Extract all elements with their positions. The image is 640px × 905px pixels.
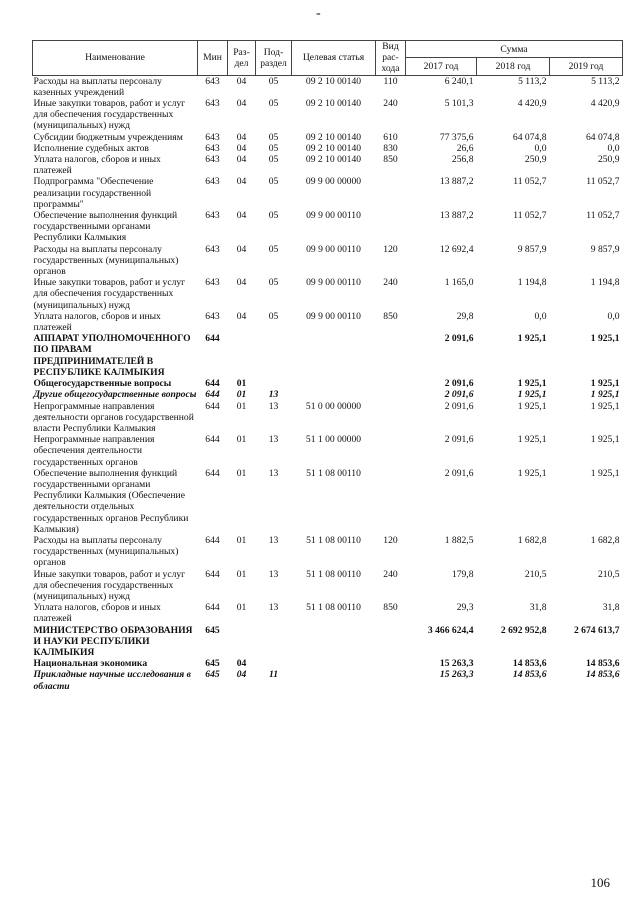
cell-sum-2017: 1 882,5 <box>444 534 474 546</box>
cell-sum-2019: 250,9 <box>597 154 620 166</box>
cell-expense-type <box>376 658 406 669</box>
cell-sum-2018: 1 925,1 <box>517 333 547 345</box>
cell-sum-2018: 210,5 <box>524 568 547 580</box>
budget-table-container <box>32 40 622 692</box>
cell-sum-2019: 64 074,8 <box>585 131 620 143</box>
cell-ministry: 644 <box>205 434 220 446</box>
cell-target-article: 09 2 10 00140 <box>305 142 362 154</box>
cell-target-article <box>292 669 376 691</box>
cell-sum-2017: 29,3 <box>456 602 474 614</box>
table-row <box>33 154 623 176</box>
cell-target-article: 51 0 00 00000 <box>305 400 362 412</box>
cell-expense-type: 120 <box>383 534 398 546</box>
cell-sum-2017: 2 091,6 <box>444 389 474 401</box>
cell-razdel: 04 <box>236 98 247 110</box>
cell-sum-2018: 1 194,8 <box>517 277 547 289</box>
cell-sum-2017: 2 091,6 <box>444 400 474 412</box>
cell-ministry: 645 <box>205 624 220 636</box>
cell-name: Непрограммные направления деятельности органов государственной власти Республики Калмыкия <box>33 400 194 434</box>
cell-razdel: 01 <box>236 400 247 412</box>
cell-podrazdel: 05 <box>268 277 279 289</box>
page-number: 106 <box>590 875 610 890</box>
cell-sum-2019: 1 925,1 <box>590 378 620 390</box>
cell-podrazdel: 13 <box>268 434 279 446</box>
cell-name: Прикладные научные исследования в области <box>33 669 191 692</box>
cell-target-article <box>292 658 376 669</box>
table-row <box>33 210 623 244</box>
cell-expense-type <box>376 210 406 244</box>
cell-sum-2019: 1 925,1 <box>590 400 620 412</box>
cell-sum-2017: 179,8 <box>451 568 474 580</box>
cell-sum-2017: 256,8 <box>451 154 474 166</box>
cell-sum-2018: 9 857,9 <box>517 243 547 255</box>
cell-podrazdel: 05 <box>268 98 279 110</box>
cell-expense-type <box>376 333 406 378</box>
cell-name: Исполнение судебных актов <box>33 142 149 154</box>
table-row <box>33 602 623 624</box>
cell-sum-2019: 0,0 <box>607 310 620 322</box>
cell-name: Обеспечение выполнения функций государственными органами Республики Калмыкия <box>33 210 178 244</box>
cell-name: Расходы на выплаты персоналу казенных учреждений <box>33 75 162 98</box>
table-row <box>33 389 623 400</box>
cell-ministry: 645 <box>205 658 220 670</box>
cell-sum-2019: 1 194,8 <box>590 277 620 289</box>
table-row <box>33 625 623 659</box>
cell-sum-2018: 250,9 <box>524 154 547 166</box>
cell-name: Расходы на выплаты персоналу государственных (муниципальных) органов <box>33 243 179 278</box>
cell-ministry: 644 <box>205 389 220 401</box>
cell-sum-2018: 64 074,8 <box>512 131 547 143</box>
cell-sum-2019: 5 113,2 <box>591 75 620 87</box>
cell-ministry: 643 <box>205 131 220 143</box>
cell-podrazdel: 13 <box>268 568 279 580</box>
cell-name: Непрограммные направления обеспечения деятельности государственных органов <box>33 434 155 468</box>
cell-name: Расходы на выплаты персоналу государственных (муниципальных) органов <box>33 534 179 569</box>
cell-podrazdel: 05 <box>268 154 279 166</box>
cell-sum-2017: 15 263,3 <box>439 658 474 670</box>
cell-podrazdel: 05 <box>268 176 279 188</box>
cell-podrazdel: 05 <box>268 310 279 322</box>
cell-sum-2017: 2 091,6 <box>444 467 474 479</box>
cell-podrazdel <box>256 378 292 389</box>
cell-target-article: 09 2 10 00140 <box>305 131 362 143</box>
cell-name: Уплата налогов, сборов и иных платежей <box>33 602 161 625</box>
cell-ministry: 643 <box>205 75 220 87</box>
cell-expense-type: 850 <box>383 602 398 614</box>
cell-razdel: 04 <box>236 669 247 681</box>
cell-podrazdel: 05 <box>268 131 279 143</box>
cell-target-article: 09 9 00 00110 <box>306 243 361 255</box>
cell-ministry: 644 <box>205 467 220 479</box>
cell-podrazdel: 13 <box>268 389 279 401</box>
cell-expense-type <box>376 401 406 435</box>
cell-ministry: 643 <box>205 98 220 110</box>
cell-sum-2018: 14 853,6 <box>512 658 547 670</box>
cell-razdel: 01 <box>236 602 247 614</box>
cell-target-article <box>292 389 376 400</box>
table-row <box>33 468 623 535</box>
cell-ministry: 644 <box>205 400 220 412</box>
cell-podrazdel <box>256 658 292 669</box>
cell-razdel: 01 <box>236 434 247 446</box>
table-row <box>33 658 623 669</box>
cell-razdel: 01 <box>236 467 247 479</box>
cell-sum-2017: 2 091,6 <box>444 434 474 446</box>
table-row <box>33 143 623 154</box>
cell-name: Обеспечение выполнения функций государственными органами Республики Калмыкия (Обеспечение деятельности отдельных государственных органов Республики Калмыкия) <box>33 467 189 535</box>
cell-name: Другие общегосударственные вопросы <box>33 389 197 401</box>
cell-sum-2019: 14 853,6 <box>585 658 620 670</box>
cell-razdel: 04 <box>236 277 247 289</box>
cell-ministry: 644 <box>205 333 220 345</box>
cell-razdel: 04 <box>236 75 247 87</box>
cell-target-article <box>292 625 376 659</box>
header-name: Наименование <box>33 41 198 76</box>
cell-sum-2019: 210,5 <box>597 568 620 580</box>
cell-sum-2017: 29,8 <box>456 310 474 322</box>
cell-sum-2017: 5 101,3 <box>444 98 474 110</box>
cell-expense-type <box>376 434 406 468</box>
cell-name: Иные закупки товаров, работ и услуг для обеспечения государственных (муниципальных) нужд <box>33 568 186 602</box>
top-mark: - <box>316 6 321 21</box>
cell-name: АППАРАТ УПОЛНОМОЧЕННОГО ПО ПРАВАМ ПРЕДПРИНИМАТЕЛЕЙ В РЕСПУБЛИКЕ КАЛМЫКИЯ <box>33 333 191 378</box>
cell-sum-2017: 12 692,4 <box>439 243 474 255</box>
cell-name: Общегосударственные вопросы <box>33 378 172 390</box>
cell-sum-2017: 26,6 <box>456 142 474 154</box>
cell-target-article: 09 9 00 00000 <box>305 176 362 188</box>
table-row <box>33 669 623 691</box>
cell-expense-type: 120 <box>383 243 398 255</box>
cell-ministry: 644 <box>205 378 220 390</box>
table-row <box>33 401 623 435</box>
header-expense-type: Вид рас-хода <box>376 41 406 76</box>
cell-podrazdel: 11 <box>268 669 279 681</box>
table-row <box>33 176 623 210</box>
cell-sum-2018: 0,0 <box>534 310 547 322</box>
cell-podrazdel: 13 <box>268 400 279 412</box>
table-row <box>33 569 623 603</box>
cell-expense-type: 110 <box>383 75 398 87</box>
cell-expense-type <box>376 378 406 389</box>
table-row <box>33 333 623 378</box>
cell-sum-2018: 1 925,1 <box>517 389 547 401</box>
cell-sum-2017: 2 091,6 <box>444 333 474 345</box>
cell-razdel: 01 <box>236 389 247 401</box>
cell-sum-2019: 2 674 613,7 <box>573 624 620 636</box>
table-row <box>33 75 623 98</box>
cell-razdel: 01 <box>236 568 247 580</box>
cell-sum-2018: 1 682,8 <box>517 534 547 546</box>
cell-sum-2019: 11 052,7 <box>586 210 620 222</box>
cell-sum-2017: 1 165,0 <box>444 277 474 289</box>
cell-sum-2019: 0,0 <box>607 142 620 154</box>
cell-sum-2017: 13 887,2 <box>439 176 474 188</box>
cell-expense-type <box>376 389 406 400</box>
cell-expense-type: 240 <box>383 98 398 110</box>
cell-target-article: 51 1 08 00110 <box>306 534 361 546</box>
cell-podrazdel: 05 <box>268 142 279 154</box>
table-row <box>33 311 623 333</box>
table-row <box>33 244 623 278</box>
header-2019: 2019 год <box>550 58 623 75</box>
cell-razdel: 01 <box>236 534 247 546</box>
cell-razdel: 04 <box>236 658 247 670</box>
table-header <box>33 41 623 76</box>
header-min: Мин <box>198 41 228 76</box>
header-target-article: Целевая статья <box>292 41 376 76</box>
cell-sum-2018: 4 420,9 <box>517 98 547 110</box>
cell-sum-2018: 1 925,1 <box>517 378 547 390</box>
cell-sum-2019: 1 682,8 <box>590 534 620 546</box>
cell-sum-2019: 31,8 <box>602 602 620 614</box>
table-row <box>33 378 623 389</box>
cell-sum-2017: 2 091,6 <box>444 378 474 390</box>
budget-table <box>32 40 623 692</box>
cell-ministry: 643 <box>205 277 220 289</box>
cell-sum-2017: 6 240,1 <box>444 75 474 87</box>
cell-ministry: 643 <box>205 210 220 222</box>
cell-ministry: 643 <box>205 142 220 154</box>
cell-expense-type <box>376 669 406 691</box>
cell-sum-2018: 31,8 <box>529 602 547 614</box>
cell-ministry: 644 <box>205 534 220 546</box>
cell-sum-2018: 1 925,1 <box>517 434 547 446</box>
cell-razdel: 04 <box>236 142 247 154</box>
cell-podrazdel <box>256 625 292 659</box>
cell-sum-2019: 4 420,9 <box>590 98 620 110</box>
table-row <box>33 98 623 132</box>
cell-sum-2018: 11 052,7 <box>513 210 547 222</box>
cell-sum-2018: 5 113,2 <box>518 75 547 87</box>
table-row <box>33 277 623 311</box>
cell-podrazdel: 13 <box>268 534 279 546</box>
cell-sum-2018: 0,0 <box>534 142 547 154</box>
cell-razdel: 04 <box>236 131 247 143</box>
cell-target-article: 09 9 00 00110 <box>306 310 361 322</box>
cell-expense-type <box>376 625 406 659</box>
cell-razdel: 04 <box>236 154 247 166</box>
cell-name: Субсидии бюджетным учреждениям <box>33 131 183 143</box>
cell-target-article: 09 2 10 00140 <box>305 154 362 166</box>
cell-sum-2017: 13 887,2 <box>439 210 474 222</box>
cell-name: Национальная экономика <box>33 658 148 670</box>
cell-target-article: 51 1 08 00110 <box>306 467 361 479</box>
cell-name: Уплата налогов, сборов и иных платежей <box>33 310 161 334</box>
cell-target-article: 09 9 00 00110 <box>306 210 361 222</box>
cell-ministry: 644 <box>205 568 220 580</box>
cell-podrazdel: 05 <box>268 243 279 255</box>
cell-target-article: 51 1 00 00000 <box>305 434 362 446</box>
cell-podrazdel: 13 <box>268 467 279 479</box>
cell-target-article: 09 2 10 00140 <box>305 75 362 87</box>
cell-expense-type: 830 <box>383 142 398 154</box>
table-body <box>33 75 623 692</box>
cell-podrazdel <box>256 333 292 378</box>
cell-razdel: 04 <box>236 210 247 222</box>
table-row <box>33 434 623 468</box>
cell-sum-2017: 15 263,3 <box>439 669 474 681</box>
cell-target-article: 09 2 10 00140 <box>305 98 362 110</box>
cell-sum-2018: 1 925,1 <box>517 467 547 479</box>
cell-ministry: 643 <box>205 310 220 322</box>
cell-name: Уплата налогов, сборов и иных платежей <box>33 154 161 177</box>
cell-name: Подпрограмма "Обеспечение реализации государственной программы" <box>33 176 154 210</box>
cell-sum-2018: 2 692 952,8 <box>500 624 547 636</box>
cell-sum-2017: 77 375,6 <box>439 131 474 143</box>
cell-name: Иные закупки товаров, работ и услуг для обеспечения государственных (муниципальных) нужд <box>33 277 186 311</box>
cell-podrazdel: 13 <box>268 602 279 614</box>
cell-expense-type: 240 <box>383 277 398 289</box>
cell-expense-type <box>376 176 406 210</box>
cell-sum-2019: 14 853,6 <box>585 669 620 681</box>
cell-ministry: 645 <box>205 669 220 681</box>
cell-razdel: 04 <box>236 310 247 322</box>
cell-sum-2019: 1 925,1 <box>590 333 620 345</box>
cell-name: Иные закупки товаров, работ и услуг для обеспечения государственных (муниципальных) нужд <box>33 98 186 132</box>
cell-target-article: 51 1 08 00110 <box>306 602 361 614</box>
cell-ministry: 643 <box>205 176 220 188</box>
cell-sum-2019: 1 925,1 <box>590 467 620 479</box>
cell-sum-2019: 9 857,9 <box>590 243 620 255</box>
cell-expense-type: 240 <box>383 568 398 580</box>
cell-expense-type: 610 <box>383 131 398 143</box>
cell-expense-type: 850 <box>383 154 398 166</box>
cell-ministry: 643 <box>205 243 220 255</box>
cell-razdel <box>228 625 256 659</box>
cell-sum-2019: 1 925,1 <box>590 434 620 446</box>
cell-expense-type <box>376 468 406 535</box>
cell-razdel <box>228 333 256 378</box>
cell-sum-2018: 14 853,6 <box>512 669 547 681</box>
cell-expense-type: 850 <box>383 310 398 322</box>
cell-razdel: 04 <box>236 176 247 188</box>
cell-target-article <box>292 333 376 378</box>
table-row <box>33 535 623 569</box>
table-row <box>33 132 623 143</box>
header-2017: 2017 год <box>406 58 477 75</box>
cell-sum-2018: 1 925,1 <box>517 400 547 412</box>
cell-razdel: 04 <box>236 243 247 255</box>
header-2018: 2018 год <box>477 58 550 75</box>
cell-razdel: 01 <box>236 378 247 390</box>
cell-sum-2018: 11 052,7 <box>513 176 547 188</box>
cell-ministry: 644 <box>205 602 220 614</box>
cell-target-article: 09 9 00 00110 <box>306 277 361 289</box>
header-razdel: Раз-дел <box>228 41 256 76</box>
cell-podrazdel: 05 <box>268 210 279 222</box>
header-podrazdel: Под-раздел <box>256 41 292 76</box>
cell-ministry: 643 <box>205 154 220 166</box>
cell-sum-2019: 11 052,7 <box>586 176 620 188</box>
header-sum: Сумма <box>406 41 623 58</box>
cell-name: МИНИСТЕРСТВО ОБРАЗОВАНИЯ И НАУКИ РЕСПУБЛИКИ КАЛМЫКИЯ <box>33 624 193 658</box>
cell-sum-2017: 3 466 624,4 <box>427 624 474 636</box>
cell-target-article: 51 1 08 00110 <box>306 568 361 580</box>
cell-sum-2019: 1 925,1 <box>590 389 620 401</box>
cell-podrazdel: 05 <box>268 75 279 87</box>
cell-target-article <box>292 378 376 389</box>
